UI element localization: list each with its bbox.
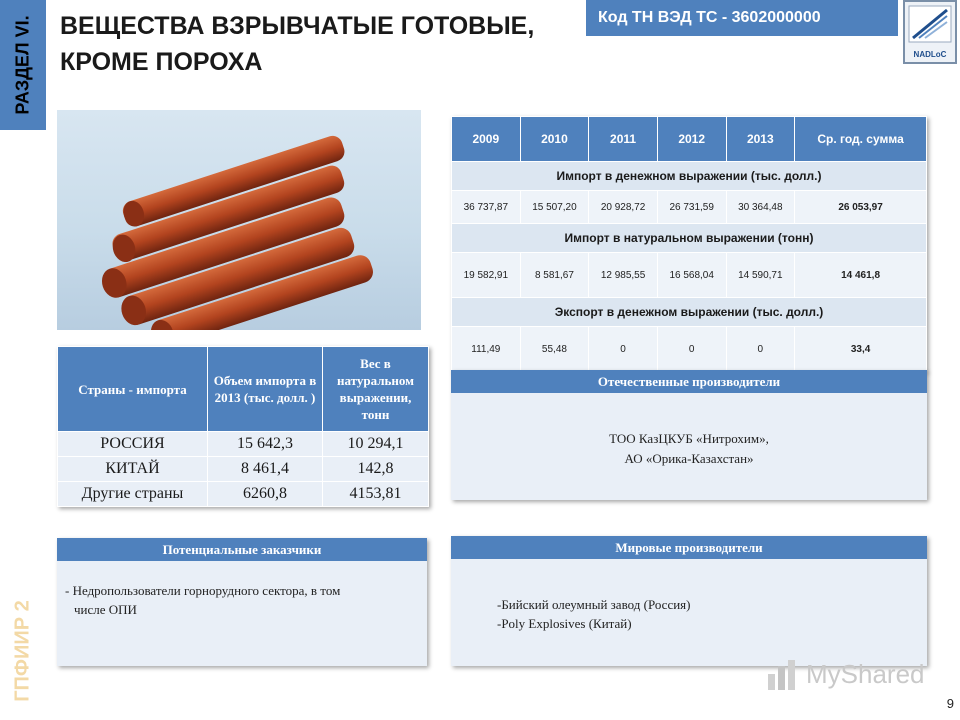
table-cell: 0	[589, 327, 658, 372]
export-value-row	[452, 327, 927, 372]
producer-line: АО «Орика-Казахстан»	[624, 451, 754, 466]
code-label: Код ТН ВЭД ТС - 3602000000	[598, 9, 821, 26]
potential-customers-body	[57, 561, 427, 619]
year-cell: 2012	[657, 117, 726, 162]
customer-line: - Недропользователи горнорудного сектора, в том	[65, 583, 341, 598]
table-cell: 14 590,71	[726, 253, 795, 298]
title-line-1: ВЕЩЕСТВА ВЗРЫВЧАТЫЕ ГОТОВЫЕ,	[60, 12, 535, 40]
table-row	[58, 457, 429, 482]
trade-statistics-table	[451, 116, 927, 372]
year-cell: 2010	[520, 117, 589, 162]
world-producer-line: -Бийский олеумный завод (Россия)	[497, 597, 691, 612]
value-cell: 8 461,4	[208, 457, 323, 482]
domestic-producers-body	[451, 393, 927, 469]
title-line-2: КРОМЕ ПОРОХА	[60, 48, 263, 76]
weight-cell: 142,8	[323, 457, 429, 482]
avg-sum-header: Ср. год. сумма	[795, 117, 927, 162]
import-value-row	[452, 191, 927, 224]
explosive-cartridges-illustration	[57, 110, 421, 330]
watermark-chart-icon	[766, 656, 802, 692]
logo-text: NADLoC	[913, 50, 947, 59]
table-cell: 0	[657, 327, 726, 372]
potential-customers-panel	[57, 538, 427, 666]
section-label: РАЗДЕЛ VI.	[12, 15, 33, 115]
year-cell: 2013	[726, 117, 795, 162]
table-cell: 12 985,55	[589, 253, 658, 298]
table-cell: 16 568,04	[657, 253, 726, 298]
potential-customers-title: Потенциальные заказчики	[57, 538, 427, 561]
watermark	[766, 656, 926, 692]
watermark-text: MyShared	[806, 659, 925, 689]
table-cell: 111,49	[452, 327, 521, 372]
section-tab	[0, 0, 46, 130]
col-weight: Вес в натуральном выражении, тонн	[323, 347, 429, 432]
domestic-producers-panel	[451, 370, 927, 500]
world-producer-line: -Poly Explosives (Китай)	[497, 616, 632, 631]
code-badge	[586, 0, 898, 36]
page-title	[60, 8, 580, 80]
table-cell: 36 737,87	[452, 191, 521, 224]
table-cell: 15 507,20	[520, 191, 589, 224]
export-value-title-row	[452, 298, 927, 327]
weight-cell: 10 294,1	[323, 432, 429, 457]
table-cell: 20 928,72	[589, 191, 658, 224]
import-countries-header	[58, 347, 429, 432]
world-producers-title: Мировые производители	[451, 536, 927, 559]
customer-line: числе ОПИ	[74, 602, 137, 617]
side-stamp	[10, 596, 36, 706]
table-cell: 30 364,48	[726, 191, 795, 224]
import-value-title-row	[452, 162, 927, 191]
table-row	[58, 432, 429, 457]
year-cell: 2011	[589, 117, 658, 162]
domestic-producers-title: Отечественные производители	[451, 370, 927, 393]
avg-cell: 26 053,97	[795, 191, 927, 224]
product-photo	[57, 110, 421, 330]
value-cell: 15 642,3	[208, 432, 323, 457]
col-countries: Страны - импорта	[58, 347, 208, 432]
country-cell: РОССИЯ	[58, 432, 208, 457]
table-row	[58, 482, 429, 507]
years-header-row	[452, 117, 927, 162]
value-cell: 6260,8	[208, 482, 323, 507]
country-cell: КИТАЙ	[58, 457, 208, 482]
import-volume-title: Импорт в натуральном выражении (тонн)	[452, 224, 927, 253]
logo-chart-icon	[905, 2, 955, 46]
import-volume-title-row	[452, 224, 927, 253]
table-cell: 19 582,91	[452, 253, 521, 298]
year-cell: 2009	[452, 117, 521, 162]
producer-line: ТОО КазЦКУБ «Нитрохим»,	[609, 431, 769, 446]
side-stamp-text: ГПФИИР 2	[11, 600, 34, 702]
world-producers-panel	[451, 536, 927, 666]
import-volume-row	[452, 253, 927, 298]
import-value-title: Импорт в денежном выражении (тыс. долл.)	[452, 162, 927, 191]
avg-cell: 33,4	[795, 327, 927, 372]
country-cell: Другие страны	[58, 482, 208, 507]
weight-cell: 4153,81	[323, 482, 429, 507]
export-value-title: Экспорт в денежном выражении (тыс. долл.)	[452, 298, 927, 327]
import-countries-table	[57, 346, 429, 507]
world-producers-body	[451, 559, 927, 633]
table-cell: 8 581,67	[520, 253, 589, 298]
avg-cell: 14 461,8	[795, 253, 927, 298]
nadloc-logo	[903, 0, 957, 64]
page-number: 9	[946, 696, 954, 711]
col-import-volume: Объем импорта в 2013 (тыс. долл. )	[208, 347, 323, 432]
table-cell: 0	[726, 327, 795, 372]
table-cell: 26 731,59	[657, 191, 726, 224]
table-cell: 55,48	[520, 327, 589, 372]
